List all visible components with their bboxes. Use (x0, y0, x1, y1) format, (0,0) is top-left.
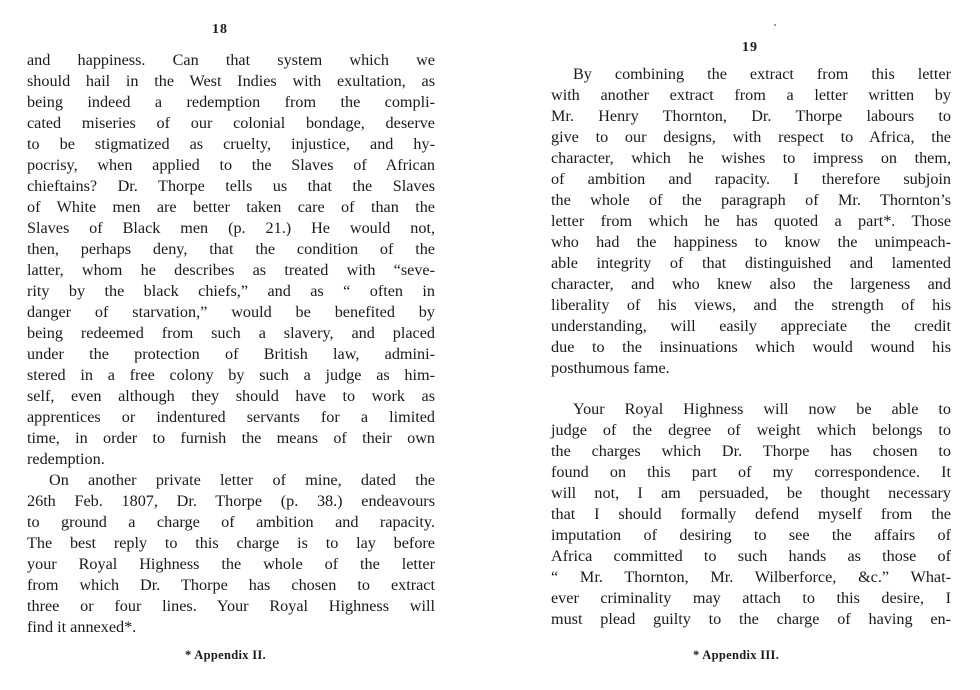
left-line-22: 26th Feb. 1807, Dr. Thorpe (p. 38.) endeavours (27, 492, 435, 510)
right-line-5: character, which he wishes to impress on them, (551, 149, 951, 167)
left-page-body (27, 50, 435, 638)
left-line-21: On another private letter of mine, dated the (49, 471, 435, 489)
left-line-17: self, even although they should have to work as (27, 387, 435, 405)
right-line-12: liberality of his views, and the strength of his (551, 296, 951, 314)
right-line-14: due to the insinuations which would wound his (551, 338, 951, 356)
right-line-19: found on this part of my correspondence. It (551, 463, 951, 481)
left-line-18: apprentices or indentured servants for a limited (27, 408, 435, 426)
left-line-6: pocrisy, when applied to the Slaves of African (27, 156, 435, 174)
right-line-16: Your Royal Highness will now be able to (573, 400, 951, 418)
right-line-2: with another extract from a letter written by (551, 86, 951, 104)
right-line-17: judge of the degree of weight which belongs to (551, 421, 951, 439)
left-line-16: stered in a free colony by such a judge as him- (27, 366, 435, 384)
right-line-18: the charges which Dr. Thorpe has chosen to (551, 442, 951, 460)
left-line-2: should hail in the West Indies with exultation, as (27, 72, 435, 90)
right-line-10: able integrity of that distinguished and lamented (551, 254, 951, 272)
left-line-8: of White men are better taken care of than the (27, 198, 435, 216)
right-line-22: imputation of desiring to see the affairs of (551, 526, 951, 544)
left-line-7: chieftains? Dr. Thorpe tells us that the Slaves (27, 177, 435, 195)
left-line-12: rity by the black chiefs,” and as “ often in (27, 282, 435, 300)
right-line-11: character, and who knew also the largeness and (551, 275, 951, 293)
right-line-9: who had the happiness to know the unimpeach- (551, 233, 951, 251)
left-footnote: * Appendix II. (185, 648, 266, 662)
right-line-23: Africa committed to such hands as those of (551, 547, 951, 565)
right-page-number: 19 (742, 40, 758, 55)
right-line-7: the whole of the paragraph of Mr. Thornton’s (551, 191, 951, 209)
right-line-1: By combining the extract from this letter (573, 65, 951, 83)
left-line-24: The best reply to this charge is to lay before (27, 534, 435, 552)
left-line-28: find it annexed*. (27, 618, 137, 636)
left-line-14: being redeemed from such a slavery, and placed (27, 324, 435, 342)
left-line-26: from which Dr. Thorpe has chosen to extract (27, 576, 435, 594)
right-line-4: give to our designs, with respect to Africa, the (551, 128, 951, 146)
left-page-number: 18 (212, 22, 228, 37)
left-line-1: and happiness. Can that system which we (27, 51, 435, 69)
right-line-21: that I should formally defend myself from the (551, 505, 951, 523)
left-line-3: being indeed a redemption from the compli- (27, 93, 435, 111)
paragraph-gap (551, 379, 951, 399)
right-line-3: Mr. Henry Thornton, Dr. Thorpe labours to (551, 107, 951, 125)
right-line-6: of ambition and rapacity. I therefore subjoin (551, 170, 951, 188)
left-line-13: danger of starvation,” would be benefited by (27, 303, 435, 321)
left-line-23: to ground a charge of ambition and rapacity. (27, 513, 435, 531)
left-line-25: your Royal Highness the whole of the letter (27, 555, 435, 573)
left-line-15: under the protection of British law, admini- (27, 345, 435, 363)
right-line-25: ever criminality may attach to this desire, I (551, 589, 951, 607)
left-line-10: then, perhaps deny, that the condition of the (27, 240, 435, 258)
paper-speck (774, 24, 776, 26)
right-page-body (551, 64, 951, 630)
left-line-11: latter, whom he describes as treated with “sеve- (27, 261, 435, 279)
right-line-24: “ Mr. Thornton, Mr. Wilberforce, &c.” What- (551, 568, 951, 586)
right-line-15: posthumous fame. (551, 359, 670, 377)
right-line-20: will not, I am persuaded, be thought necessary (551, 484, 951, 502)
right-line-8: letter from which he has quoted a part*. Those (551, 212, 951, 230)
left-line-4: cated miseries of our colonial bondage, deserve (27, 114, 435, 132)
right-footnote: * Appendix III. (693, 648, 780, 662)
right-line-13: understanding, will easily appreciate the credit (551, 317, 951, 335)
left-line-27: three or four lines. Your Royal Highness will (27, 597, 435, 615)
left-line-19: time, in order to furnish the means of their own (27, 429, 435, 447)
right-line-26: must plead guilty to the charge of having en- (551, 610, 951, 628)
left-line-9: Slaves of Black men (p. 21.) He would not, (27, 219, 435, 237)
left-line-5: to be stigmatized as cruelty, injustice, and hy- (27, 135, 435, 153)
left-line-20: redemption. (27, 450, 105, 468)
